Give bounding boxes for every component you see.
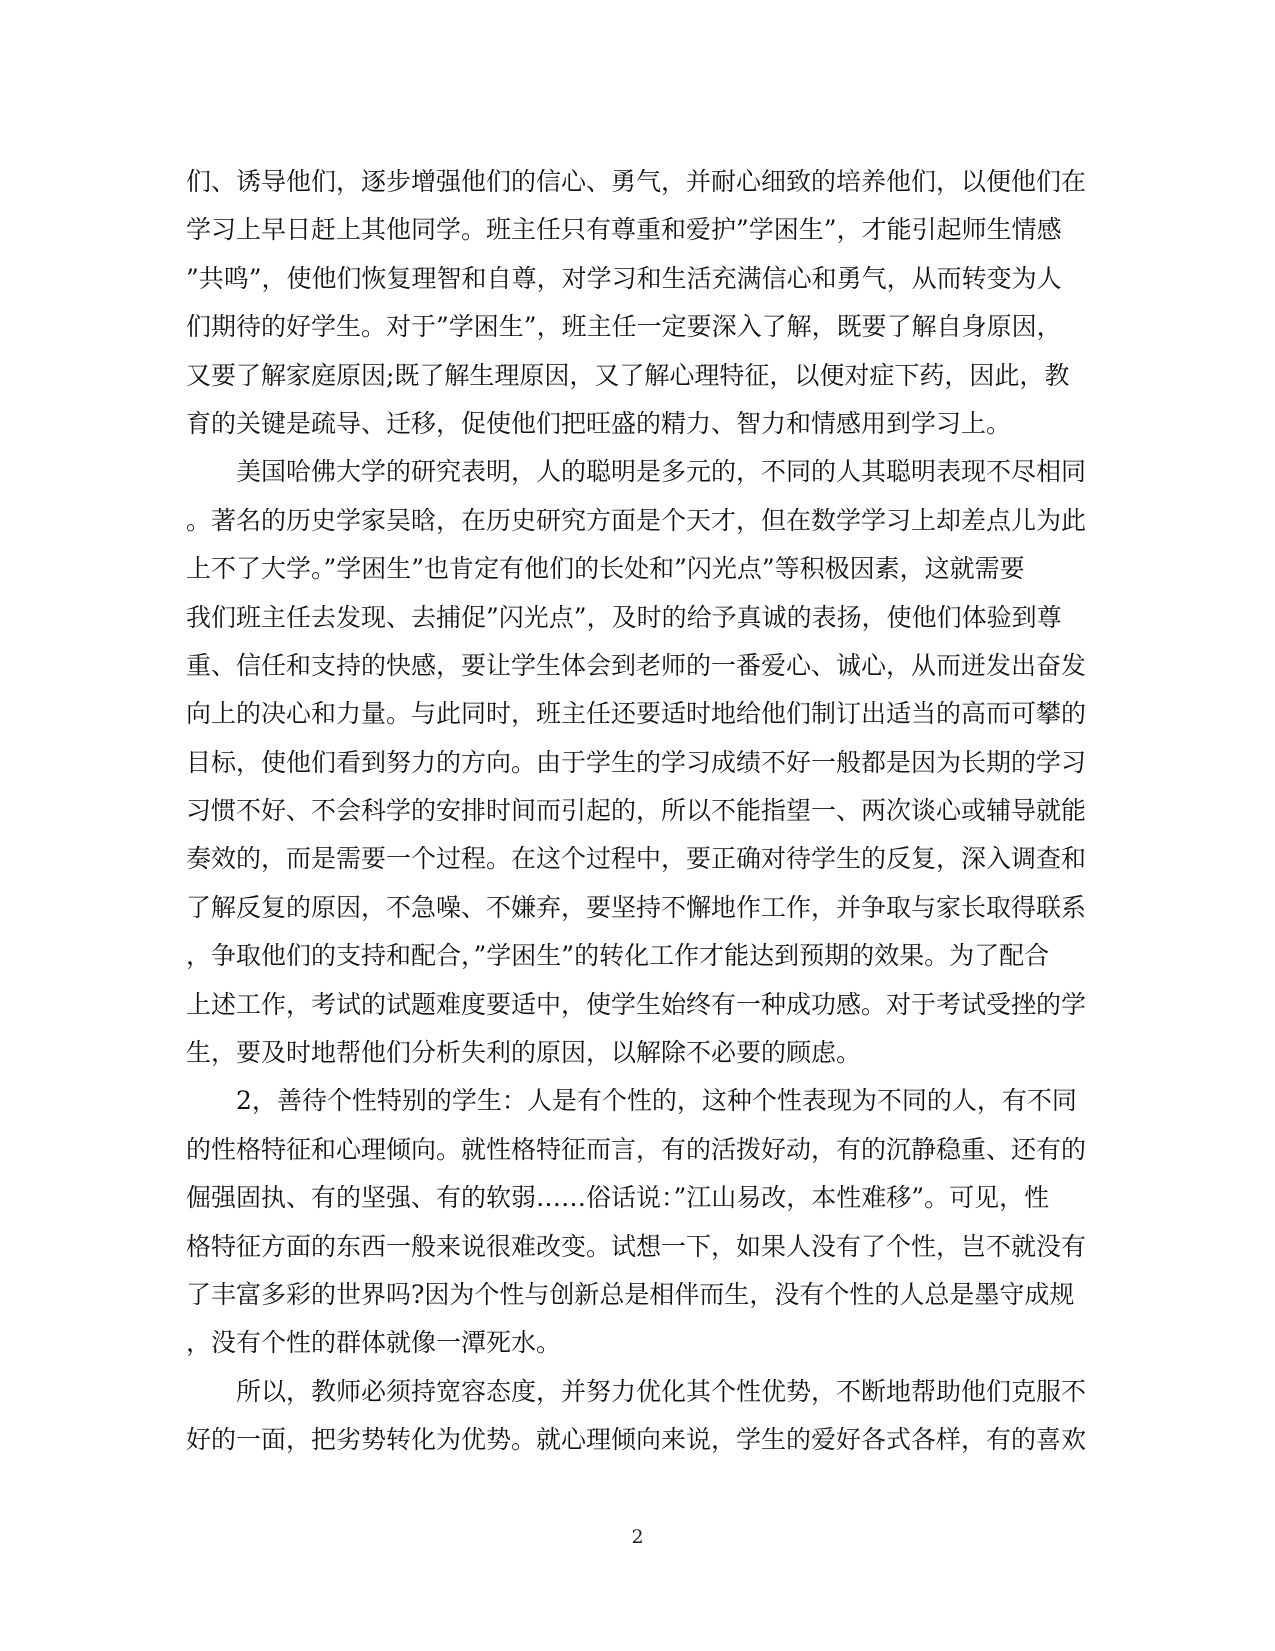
text-line: 学习上早日赶上其他同学。班主任只有尊重和爱护”学困生”，才能引起师生情感 <box>186 215 1062 245</box>
text-line: 格特征方面的东西一般来说很难改变。试想一下，如果人没有了个性，岂不就没有 <box>186 1231 1087 1261</box>
text-line: 育的关键是疏导、迁移，促使他们把旺盛的精力、智力和情感用到学习上。 <box>186 408 1012 438</box>
text-line: ”共鸣”，使他们恢复理智和自尊，对学习和生活充满信心和勇气，从而转变为人 <box>186 263 1062 293</box>
text-line: 。著名的历史学家吴晗，在历史研究方面是个天才，但在数学学习上却差点儿为此 <box>186 505 1087 535</box>
text-line: 上不了大学。”学困生”也肯定有他们的长处和”闪光点”等积极因素，这就需要 <box>186 554 1025 584</box>
text-line: 所以，教师必须持宽容态度，并努力优化其个性优势，不断地帮助他们克服不 <box>186 1376 1087 1406</box>
text-line: 们、诱导他们，逐步增强他们的信心、勇气，并耐心细致的培养他们，以便他们在 <box>186 167 1087 196</box>
page-number: 2 <box>631 1526 644 1548</box>
text-line: 奏效的，而是需要一个过程。在这个过程中，要正确对待学生的反复，深入调查和 <box>186 844 1087 874</box>
text-line: 目标，使他们看到努力的方向。由于学生的学习成绩不好一般都是因为长期的学习 <box>186 747 1087 777</box>
text-line: 我们班主任去发现、去捕促”闪光点”，及时的给予真诚的表扬，使他们体验到尊 <box>186 602 1062 632</box>
text-line: 美国哈佛大学的研究表明，人的聪明是多元的，不同的人其聪明表现不尽相同 <box>186 457 1087 487</box>
text-line: 向上的决心和力量。与此同时，班主任还要适时地给他们制订出适当的高而可攀的 <box>186 699 1087 729</box>
text-line: 生，要及时地帮他们分析失利的原因，以解除不必要的顾虑。 <box>186 1038 862 1068</box>
text-line: 2，善待个性特别的学生：人是有个性的，这种个性表现为不同的人，有不同 <box>186 1086 1077 1116</box>
text-line: 好的一面，把劣势转化为优势。就心理倾向来说，学生的爱好各式各样，有的喜欢 <box>186 1425 1087 1455</box>
text-line: ，没有个性的群体就像一潭死水。 <box>186 1328 562 1358</box>
text-line: 习惯不好、不会科学的安排时间而引起的，所以不能指望一、两次谈心或辅导就能 <box>186 796 1087 826</box>
body-text <box>186 158 1091 1465</box>
text-line: 倔强固执、有的坚强、有的软弱……俗话说：”江山易改，本性难移”。可见，性 <box>186 1183 1050 1213</box>
text-line: 又要了解家庭原因;既了解生理原因，又了解心理特征，以便对症下药，因此，教 <box>186 360 1070 390</box>
text-line: ，争取他们的支持和配合，”学困生”的转化工作才能达到预期的效果。为了配合 <box>186 941 1050 971</box>
text-line: 重、信任和支持的快感，要让学生体会到老师的一番爱心、诚心，从而迸发出奋发 <box>186 650 1087 680</box>
text-line: 们期待的好学生。对于”学困生”，班主任一定要深入了解，既要了解自身原因， <box>186 312 1062 342</box>
text-line: 了解反复的原因，不急噪、不嫌弃，要坚持不懈地作工作，并争取与家长取得联系 <box>186 892 1087 922</box>
text-line: 了丰富多彩的世界吗?因为个性与创新总是相伴而生，没有个性的人总是墨守成规 <box>186 1279 1075 1309</box>
text-line: 的性格特征和心理倾向。就性格特征而言，有的活拨好动，有的沉静稳重、还有的 <box>186 1134 1087 1164</box>
text-line: 上述工作，考试的试题难度要适中，使学生始终有一种成功感。对于考试受挫的学 <box>186 989 1087 1019</box>
